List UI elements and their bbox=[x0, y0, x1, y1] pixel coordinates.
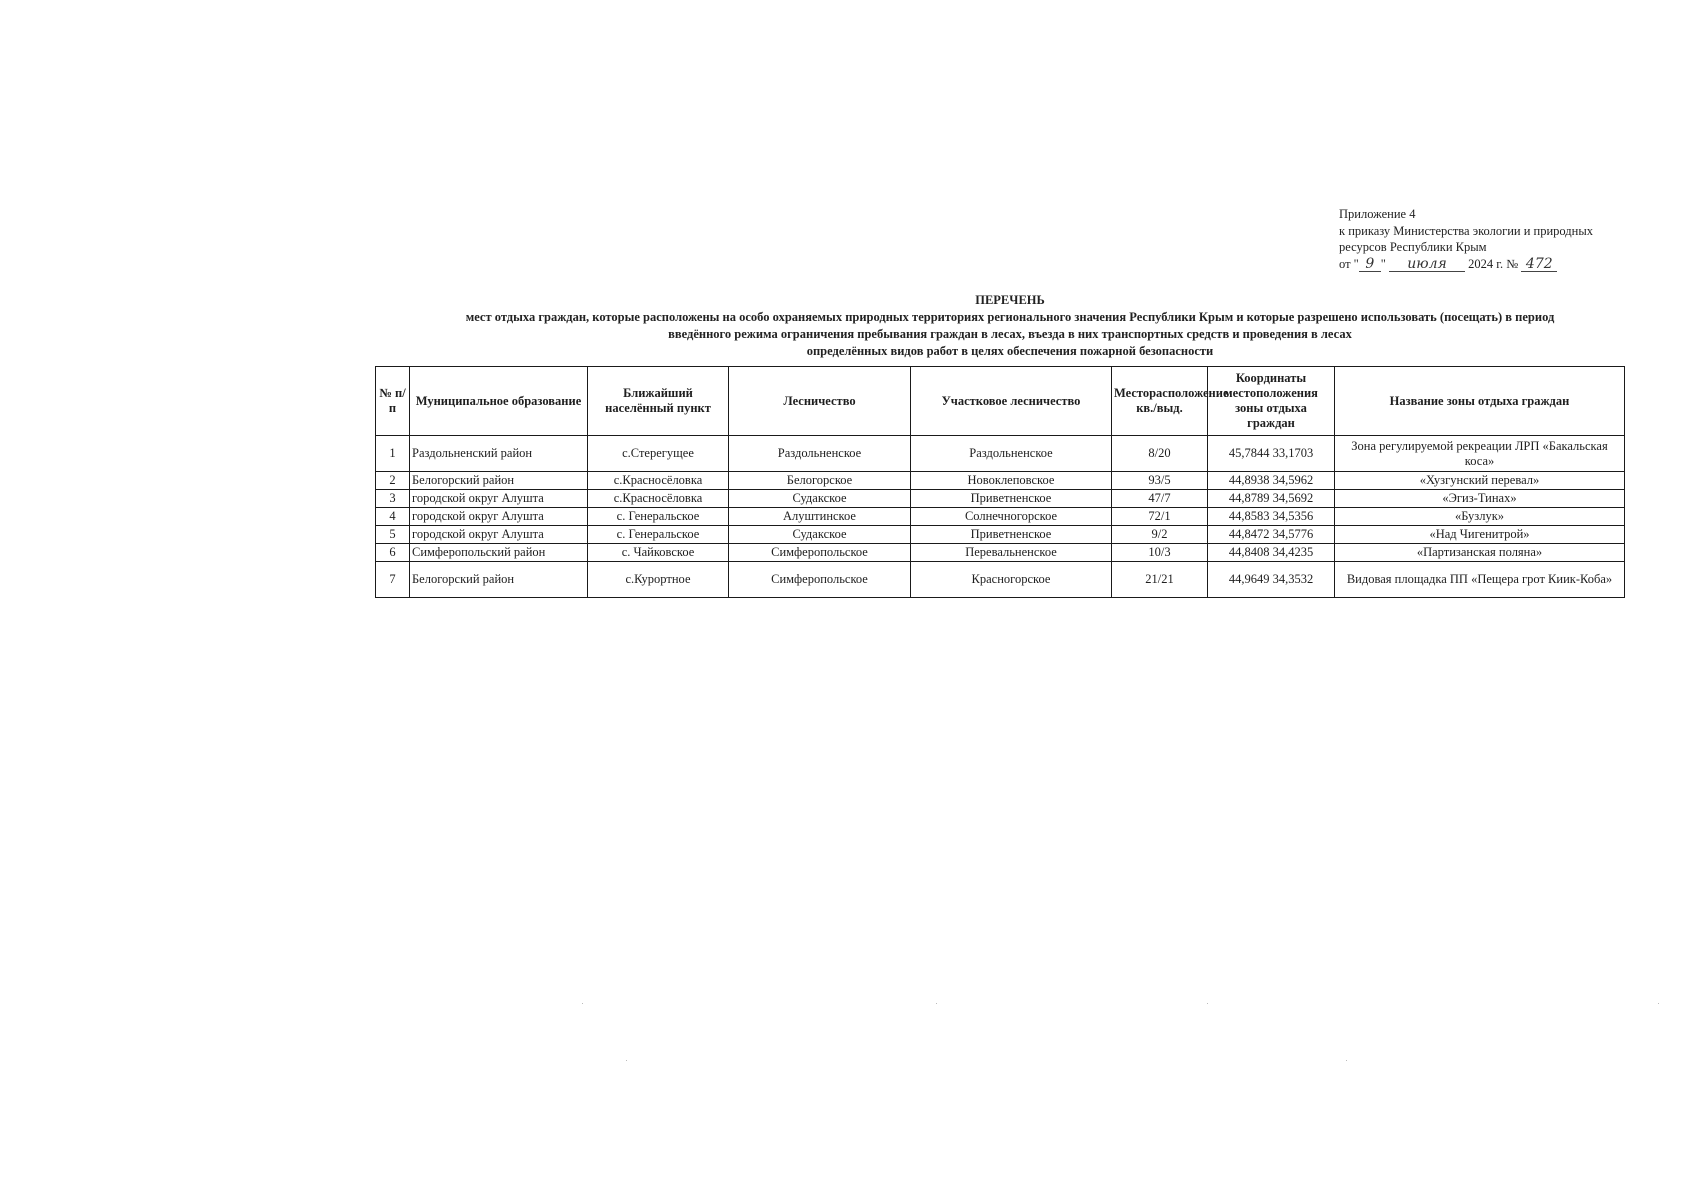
header-location: Месторасположение кв./выд. bbox=[1112, 367, 1208, 436]
cell-zone: «Партизанская поляна» bbox=[1335, 544, 1625, 562]
cell-district: Красногорское bbox=[911, 562, 1112, 598]
date-day: 9 bbox=[1359, 258, 1381, 272]
heading-title: ПЕРЕЧЕНЬ bbox=[975, 293, 1045, 307]
cell-zone: «Бузлук» bbox=[1335, 508, 1625, 526]
cell-zone: «Эгиз-Тинах» bbox=[1335, 490, 1625, 508]
cell-location: 72/1 bbox=[1112, 508, 1208, 526]
cell-num: 1 bbox=[376, 436, 410, 472]
cell-location: 8/20 bbox=[1112, 436, 1208, 472]
table-row bbox=[376, 562, 1625, 598]
cell-location: 10/3 bbox=[1112, 544, 1208, 562]
cell-num: 5 bbox=[376, 526, 410, 544]
cell-zone: Видовая площадка ПП «Пещера грот Киик-Коба» bbox=[1335, 562, 1625, 598]
cell-municipality: Симферопольский район bbox=[410, 544, 588, 562]
cell-num: 7 bbox=[376, 562, 410, 598]
scan-speck bbox=[626, 1060, 627, 1061]
header-forestry: Лесничество bbox=[729, 367, 911, 436]
cell-settlement: с.Красносёловка bbox=[588, 472, 729, 490]
cell-zone: Зона регулируемой рекреации ЛРП «Бакальская коса» bbox=[1335, 436, 1625, 472]
table-row bbox=[376, 472, 1625, 490]
heading-line-2: введённого режима ограничения пребывания граждан в лесах, въезда в них транспортных средств и проведения в лесах bbox=[668, 327, 1352, 341]
cell-zone: «Хузгунский перевал» bbox=[1335, 472, 1625, 490]
cell-location: 93/5 bbox=[1112, 472, 1208, 490]
cell-district: Новоклеповское bbox=[911, 472, 1112, 490]
cell-settlement: с. Генеральское bbox=[588, 508, 729, 526]
cell-municipality: Раздольненский район bbox=[410, 436, 588, 472]
cell-coords: 44,8583 34,5356 bbox=[1208, 508, 1335, 526]
cell-settlement: с. Генеральское bbox=[588, 526, 729, 544]
cell-settlement: с.Красносёловка bbox=[588, 490, 729, 508]
cell-forestry: Белогорское bbox=[729, 472, 911, 490]
cell-coords: 44,8938 34,5962 bbox=[1208, 472, 1335, 490]
scan-speck bbox=[582, 1003, 583, 1004]
document-heading bbox=[380, 292, 1640, 360]
date-month: июля bbox=[1389, 258, 1465, 272]
cell-forestry: Алуштинское bbox=[729, 508, 911, 526]
cell-num: 3 bbox=[376, 490, 410, 508]
date-quote: " bbox=[1380, 256, 1386, 271]
date-prefix: от " bbox=[1339, 256, 1359, 271]
cell-district: Солнечногорское bbox=[911, 508, 1112, 526]
appendix-date-line bbox=[1339, 256, 1679, 273]
cell-coords: 44,9649 34,3532 bbox=[1208, 562, 1335, 598]
cell-location: 9/2 bbox=[1112, 526, 1208, 544]
scan-speck bbox=[936, 1003, 937, 1004]
header-zone-name: Название зоны отдыха граждан bbox=[1335, 367, 1625, 436]
cell-municipality: городской округ Алушта bbox=[410, 508, 588, 526]
cell-settlement: с.Стерегущее bbox=[588, 436, 729, 472]
cell-forestry: Судакское bbox=[729, 526, 911, 544]
heading-line-1: мест отдыха граждан, которые расположены на особо охраняемых природных территориях регионального значения Республики Крым и которые разрешено использовать (посещать) в период bbox=[465, 310, 1555, 324]
appendix-title: Приложение 4 bbox=[1339, 207, 1416, 221]
scan-speck bbox=[1346, 1060, 1347, 1061]
cell-coords: 44,8789 34,5692 bbox=[1208, 490, 1335, 508]
cell-municipality: городской округ Алушта bbox=[410, 526, 588, 544]
cell-num: 2 bbox=[376, 472, 410, 490]
scan-speck bbox=[1658, 1003, 1659, 1004]
heading-line-3: определённых видов работ в целях обеспечения пожарной безопасности bbox=[806, 344, 1214, 358]
cell-coords: 45,7844 33,1703 bbox=[1208, 436, 1335, 472]
date-year: 2024 г. № bbox=[1468, 256, 1519, 271]
cell-num: 6 bbox=[376, 544, 410, 562]
recreation-sites-table bbox=[375, 366, 1625, 598]
cell-forestry: Судакское bbox=[729, 490, 911, 508]
cell-settlement: с. Чайковское bbox=[588, 544, 729, 562]
cell-zone: «Над Чигенитрой» bbox=[1335, 526, 1625, 544]
appendix-ministry: ресурсов Республики Крым bbox=[1339, 240, 1487, 254]
header-coords: Координаты местоположения зоны отдыха граждан bbox=[1208, 367, 1335, 436]
cell-num: 4 bbox=[376, 508, 410, 526]
cell-coords: 44,8472 34,5776 bbox=[1208, 526, 1335, 544]
table-row bbox=[376, 544, 1625, 562]
cell-municipality: городской округ Алушта bbox=[410, 490, 588, 508]
cell-forestry: Симферопольское bbox=[729, 544, 911, 562]
cell-forestry: Раздольненское bbox=[729, 436, 911, 472]
appendix-block bbox=[1339, 206, 1679, 272]
appendix-order-ref: к приказу Министерства экологии и природных bbox=[1339, 223, 1594, 238]
cell-location: 47/7 bbox=[1112, 490, 1208, 508]
table-row bbox=[376, 436, 1625, 472]
scan-speck bbox=[1207, 1003, 1208, 1004]
header-municipality: Муниципальное образование bbox=[410, 367, 588, 436]
table-header-row bbox=[376, 367, 1625, 436]
table-row bbox=[376, 526, 1625, 544]
header-num: № п/п bbox=[376, 367, 410, 436]
cell-location: 21/21 bbox=[1112, 562, 1208, 598]
cell-municipality: Белогорский район bbox=[410, 562, 588, 598]
table-row bbox=[376, 490, 1625, 508]
cell-coords: 44,8408 34,4235 bbox=[1208, 544, 1335, 562]
cell-forestry: Симферопольское bbox=[729, 562, 911, 598]
cell-municipality: Белогорский район bbox=[410, 472, 588, 490]
cell-district: Перевальненское bbox=[911, 544, 1112, 562]
table-row bbox=[376, 508, 1625, 526]
cell-district: Приветненское bbox=[911, 490, 1112, 508]
cell-district: Приветненское bbox=[911, 526, 1112, 544]
header-district-forestry: Участковое лесничество bbox=[911, 367, 1112, 436]
header-settlement: Ближайший населённый пункт bbox=[588, 367, 729, 436]
cell-settlement: с.Курортное bbox=[588, 562, 729, 598]
cell-district: Раздольненское bbox=[911, 436, 1112, 472]
order-number: 472 bbox=[1521, 258, 1557, 272]
